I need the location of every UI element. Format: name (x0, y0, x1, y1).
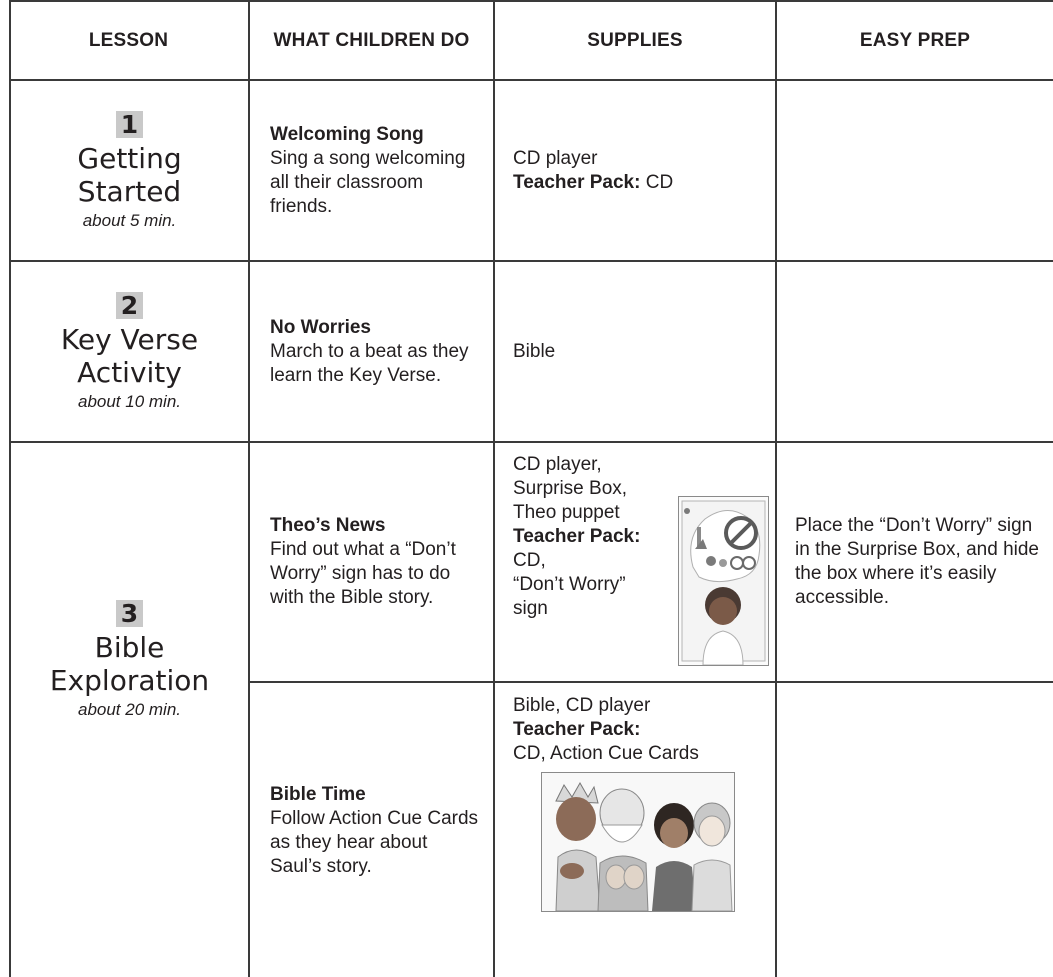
lesson-title: Key Verse (60, 322, 199, 356)
lesson-number-badge: 1 (116, 111, 143, 138)
supplies-text: Bible (513, 340, 556, 362)
action-cue-cards-image (541, 772, 735, 912)
lesson-duration: about 5 min. (82, 210, 177, 230)
lesson-title: Bible (94, 631, 165, 664)
lesson-number-badge: 3 (116, 600, 143, 627)
lesson-duration: about 20 min. (77, 700, 181, 719)
supplies-cell-3b (513, 694, 769, 784)
supplies-text: Theo puppet (513, 502, 620, 523)
activity-cell-3a (270, 443, 484, 681)
activity-description: Follow Action Cue Cards as they hear about Saul’s story. (270, 808, 479, 877)
easy-prep-cell-3a (795, 443, 1049, 681)
activity-cell-1 (270, 81, 484, 260)
lesson-title: Started (77, 174, 182, 208)
teacher-pack-label: Teacher Pack: (513, 719, 641, 740)
dont-worry-sign-illustration (679, 497, 768, 665)
supplies-cell-3a (513, 453, 663, 678)
lesson-plan-table (9, 0, 1053, 977)
activity-title: No Worries (270, 316, 372, 338)
supplies-text: CD player (513, 147, 598, 169)
activity-description: Sing a song welcoming all their classroom friends. (270, 147, 466, 217)
column-divider (248, 0, 250, 977)
action-cue-cards-illustration (542, 773, 734, 911)
teacher-pack-items: CD (645, 171, 674, 193)
teacher-pack-items: sign (513, 598, 548, 619)
lesson-title: Getting (77, 141, 182, 175)
lesson-number-badge: 2 (116, 292, 143, 319)
activity-title: Theo’s News (270, 515, 386, 536)
activity-cell-3b (270, 783, 484, 933)
teacher-pack-label: Teacher Pack: (513, 171, 641, 193)
activity-description: March to a beat as they learn the Key Verse. (270, 340, 469, 386)
header-lesson: LESSON (88, 29, 169, 51)
header-easy-prep: EASY PREP (859, 29, 971, 51)
supplies-cell-2 (513, 262, 769, 441)
sub-row-divider (248, 681, 1053, 683)
easy-prep-text: Place the “Don’t Worry” sign in the Surprise Box, and hide the box where it’s easily accessible. (795, 515, 1039, 608)
teacher-pack-items: CD, (513, 550, 546, 571)
lesson-cell-3 (11, 600, 248, 800)
supplies-text: Bible, CD player (513, 695, 651, 716)
lesson-cell-2 (11, 262, 248, 441)
supplies-text: CD player, (513, 454, 602, 475)
activity-cell-2 (270, 262, 484, 441)
header-supplies: SUPPLIES (587, 29, 683, 51)
activity-title: Bible Time (270, 784, 366, 805)
dont-worry-sign-image (678, 496, 769, 666)
column-divider (775, 0, 777, 977)
supplies-text: Surprise Box, (513, 478, 628, 499)
header-what-children-do: WHAT CHILDREN DO (273, 29, 470, 51)
lesson-cell-1 (11, 81, 248, 260)
teacher-pack-label: Teacher Pack: (513, 526, 641, 547)
column-divider (493, 0, 495, 977)
teacher-pack-items: CD, Action Cue Cards (513, 743, 699, 764)
activity-title: Welcoming Song (270, 123, 424, 145)
activity-description: Find out what a “Don’t Worry” sign has to do with the Bible story. (270, 539, 456, 608)
supplies-cell-1 (513, 81, 769, 260)
lesson-title: Activity (77, 355, 182, 389)
lesson-duration: about 10 min. (77, 391, 181, 411)
lesson-title: Exploration (49, 664, 210, 697)
teacher-pack-items: “Don’t Worry” (513, 574, 626, 595)
